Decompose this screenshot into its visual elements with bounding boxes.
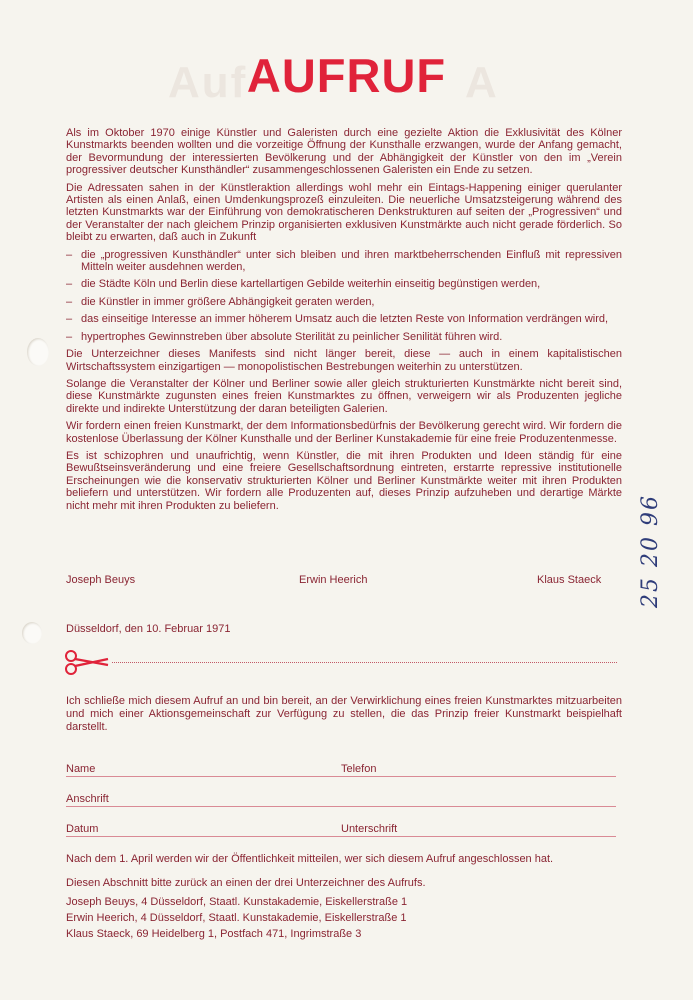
paragraph: Die Adressaten sahen in der Künstleraktion allerdings wohl mehr ein Eintags-Happening einiger querulanter Artisten als einen Anlaß, einen Umdenkungsprozeß einzuleiten. Die neuerliche Umsatzsteigerung während des letzten Kunstmarkts war der Einführung von demokratischeren Denkstrukturen auf seiten der „Progressiven“ und der Veranstalter der nach gleichem Prinzip organisierten exklusiven Kunstmärkte auch nicht gerade förderlich. So bleibt zu erwarten, daß auch in Zukunft [66,181,622,244]
address-heerich: Erwin Heerich, 4 Düsseldorf, Staatl. Kunstakademie, Eiskellerstraße 1 [66,912,407,924]
dash-marker: – [66,278,73,291]
name-label: Name [66,763,96,775]
show-through-mark: Auf [168,58,248,107]
page-title: AUFRUF [246,49,447,102]
address-line[interactable] [66,806,616,807]
signatory-staeck: Klaus Staeck [537,574,602,586]
paragraph: Als im Oktober 1970 einige Künstler und Galeristen durch eine gezielte Aktion die Exklusivität des Kölner Kunstmarkts beenden wollten und die vorzeitige Öffnung der Kunsthalle erzwangen, wurde der Anfang gemacht, der Bevormundung der interessierten Bevölkerung und der Abhängigkeit der Künstler von den im „Verein progressiver deutscher Kunsthändler“ zusammengeschlossenen Galeristen ein Ende zu setzen. [66,127,622,177]
list-item-text: die Städte Köln und Berlin diese kartellartigen Gebilde weiterhin einseitig begünstigen werden, [81,278,541,291]
date-signature-line[interactable] [66,836,616,837]
list-item-text: das einseitige Interesse an immer höherem Umsatz auch die letzten Reste von Information verdrängen wird, [81,313,609,326]
place-date: Düsseldorf, den 10. Februar 1971 [66,623,231,635]
paragraph: Es ist schizophren und unaufrichtig, wenn Künstler, die mit ihren Produkten und Ideen ständig für eine Bewußtseinsveränderung und eine freiere Gesellschaftsordnung eintreten, erstarrte repressive institutionelle Erscheinungen wie die konservativ strukturierten Kölner und Berliner Kunstmärkte weiter mit ihren Produkten beliefern und unterstützen. Wir fordern alle Produzenten auf, dieses Prinzip aufzuheben und derartige Märkte nicht mehr mit ihren Produkten zu beliefern. [66,449,622,512]
signature-label: Unterschrift [341,823,398,835]
signatory-row [66,574,622,588]
punch-hole-lower [22,622,42,644]
paragraph: Solange die Veranstalter der Kölner und Berliner sowie aller gleich strukturierten Kunstmärkte nicht bereit sind, diese Kunstmärkte zugunsten eines freien Kunstmarktes zu öffnen, verweigern wir als Produzenten jegliche direkte und indirekte Unterstützung der daran beteiligten Galerien. [66,377,622,415]
date-label: Datum [66,823,99,835]
dash-marker: – [66,330,73,343]
paragraph: Wir fordern einen freien Kunstmarkt, der dem Informationsbedürfnis der Bevölkerung gerecht wird. Wir fordern die kostenlose Überlassung der Kölner Kunsthalle und der Berliner Kunstakademie für eine freie Produzentenmesse. [66,420,622,445]
paragraph: Die Unterzeichner dieses Manifests sind nicht länger bereit, diese — auch in einem kapitalistischen Wirtschaftssystem einzigartigen — monopolistischen Bestrebungen weiterhin zu unterstützen. [66,348,622,373]
list-item [66,249,622,274]
list-item [66,331,622,343]
list-item [66,296,622,308]
dash-marker: – [66,295,73,308]
list-item [66,313,622,325]
address-beuys: Joseph Beuys, 4 Düsseldorf, Staatl. Kunstakademie, Eiskellerstraße 1 [66,896,408,908]
signatory-heerich: Erwin Heerich [299,574,368,586]
name-phone-line[interactable] [66,776,616,777]
cut-line [112,662,617,663]
publication-notice: Nach dem 1. April werden wir der Öffentlichkeit mitteilen, wer sich diesem Aufruf angeschlossen hat. [66,853,554,865]
join-statement: Ich schließe mich diesem Aufruf an und bin bereit, an der Verwirklichung eines freien Kunstmarktes mitzuarbeiten und mich einer Aktionsgemeinschaft zur Verfügung zu stellen, die das Prinzip freier Kunstmarkt beispielhaft darstellt. [66,695,622,733]
list-item-text: die Künstler in immer größere Abhängigkeit geraten werden, [81,295,375,308]
list-item [66,278,622,290]
address-label: Anschrift [66,793,109,805]
scissors-icon [64,648,110,676]
manifesto-body [66,127,622,517]
phone-label: Telefon [341,763,377,775]
list-item-text: die „progressiven Kunsthändler“ unter sich bleiben und ihren marktbeherrschenden Einfluß mit repressiven Mitteln weiter ausdehnen werden, [81,248,622,274]
punch-hole-upper [27,338,49,366]
return-instruction: Diesen Abschnitt bitte zurück an einen der drei Unterzeichner des Aufrufs. [66,877,426,889]
handwritten-note: 25 20 96 [638,494,663,608]
address-staeck: Klaus Staeck, 69 Heidelberg 1, Postfach 471, Ingrimstraße 3 [66,928,362,940]
signatory-beuys: Joseph Beuys [66,574,136,586]
dash-marker: – [66,313,73,326]
show-through-mark-right: A [465,58,497,107]
bullet-list [66,249,622,343]
dash-marker: – [66,248,73,261]
list-item-text: hypertrophes Gewinnstreben über absolute Sterilität zu peinlicher Senilität führen wird. [81,330,503,343]
